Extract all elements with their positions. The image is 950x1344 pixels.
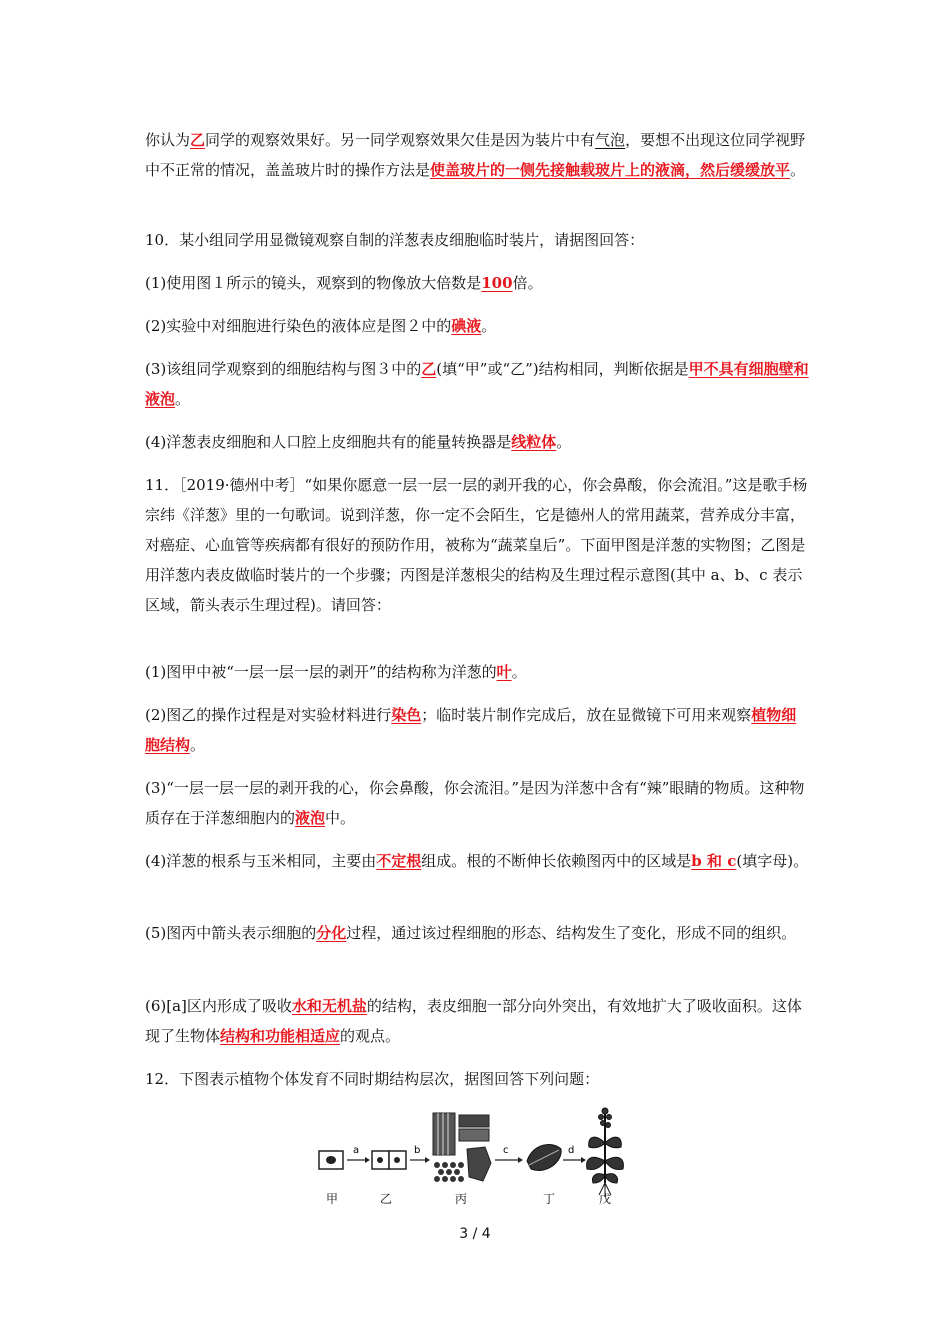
arrow-label: c [503, 1145, 509, 1156]
answer: 分化 [316, 924, 347, 942]
answer: 使盖玻片的一侧先接触载玻片上的液滴，然后缓缓放平 [430, 161, 791, 179]
answer: 不定根 [376, 852, 422, 870]
arrow-label: a [353, 1145, 360, 1156]
q12-stem: 12．下图表示植物个体发育不同时期结构层次，据图回答下列问题： [145, 1070, 600, 1088]
underlined-term: 气泡 [595, 131, 626, 149]
arrow-label: b [414, 1145, 421, 1156]
figure-label-jia: 甲 [326, 1192, 339, 1206]
q11-stem: 11．［2019·德州中考］“如果你愿意一层一层一层的剥开我的心，你会鼻酸，你会流泪。”这是歌手杨宗纬《洋葱》里的一句歌词。说到洋葱，你一定不会陌生，它是德州人的常用蔬菜，营养成分丰富，对癌症、心血管等疾病都有很好的预防作用，被称为“蔬菜皇后”。下面甲图是洋葱的实物图；乙图是用洋葱内表皮做临时装片的一个步骤；丙图是洋葱根尖的结构及生理过程示意图(其中 a、b、c 表示区域，箭头表示生理过程)。请回答： [145, 476, 808, 614]
tissue-icon [433, 1113, 491, 1182]
answer: 乙 [190, 131, 206, 149]
plant-icon [587, 1108, 624, 1197]
answer: 植物细胞结构 [145, 706, 797, 754]
q10-sub3: (3)该组同学观察到的细胞结构与图３中的乙(填“甲”或“乙”)结构相同，判断依据是甲不具有细胞壁和液泡。 [145, 360, 809, 408]
q10-stem: 10．某小组同学用显微镜观察自制的洋葱表皮细胞临时装片，请据图回答： [145, 231, 645, 249]
arrow-label: d [568, 1145, 575, 1156]
answer: 线粒体 [511, 433, 557, 451]
figure-label-wu: 戊 [599, 1192, 612, 1206]
answer: 乙 [421, 360, 437, 378]
q10-sub4: (4)洋葱表皮细胞和人口腔上皮细胞共有的能量转换器是线粒体。 [145, 433, 572, 451]
q11-sub3: (3)“一层一层一层的剥开我的心，你会鼻酸，你会流泪。”是因为洋葱中含有“辣”眼睛的物质。这种物质存在于洋葱细胞内的液泡中。 [145, 779, 805, 827]
answer: 染色 [391, 706, 422, 724]
answer: 液泡 [295, 809, 326, 827]
figure-label-yi: 乙 [380, 1192, 393, 1206]
answer: 叶 [496, 663, 512, 681]
answer: 碘液 [451, 317, 482, 335]
figure-label-bing: 丙 [455, 1192, 468, 1206]
q11-sub6: (6)[a]区内形成了吸收水和无机盐的结构，表皮细胞一部分向外突出，有效地扩大了吸收面积。这体现了生物体结构和功能相适应的观点。 [145, 997, 802, 1045]
plant-development-figure [315, 1103, 635, 1208]
dividing-cells-icon [372, 1151, 406, 1169]
answer: 100 [481, 274, 513, 292]
answer: 水和无机盐 [291, 997, 367, 1015]
page-number: 3 / 4 [459, 1226, 491, 1242]
answer: b 和 c [691, 852, 737, 870]
cell-icon [319, 1151, 343, 1169]
q11-sub1: (1)图甲中被“一层一层一层的剥开”的结构称为洋葱的叶。 [145, 663, 527, 681]
q10-sub1: (1)使用图１所示的镜头，观察到的物像放大倍数是100倍。 [145, 274, 543, 292]
q11-sub5: (5)图丙中箭头表示细胞的分化过程，通过该过程细胞的形态、结构发生了变化，形成不同的组织。 [145, 924, 797, 942]
answer: 结构和功能相适应 [220, 1027, 341, 1045]
q9-continuation: 你认为乙同学的观察效果好。另一同学观察效果欠佳是因为装片中有气泡，要想不出现这位同学视野中不正常的情况，盖盖玻片时的操作方法是使盖玻片的一侧先接触载玻片上的液滴，然后缓缓放平。 [145, 131, 806, 179]
q11-sub4: (4)洋葱的根系与玉米相同，主要由不定根组成。根的不断伸长依赖图丙中的区域是b 和 c(填字母)。 [145, 852, 809, 870]
answer: 甲不具有细胞壁和液泡 [145, 360, 809, 408]
figure-label-ding: 丁 [543, 1192, 556, 1206]
q11-sub2: (2)图乙的操作过程是对实验材料进行染色；临时装片制作完成后，放在显微镜下可用来观察植物细胞结构。 [145, 706, 797, 754]
q10-sub2: (2)实验中对细胞进行染色的液体应是图２中的碘液。 [145, 317, 497, 335]
leaf-icon [527, 1145, 561, 1171]
